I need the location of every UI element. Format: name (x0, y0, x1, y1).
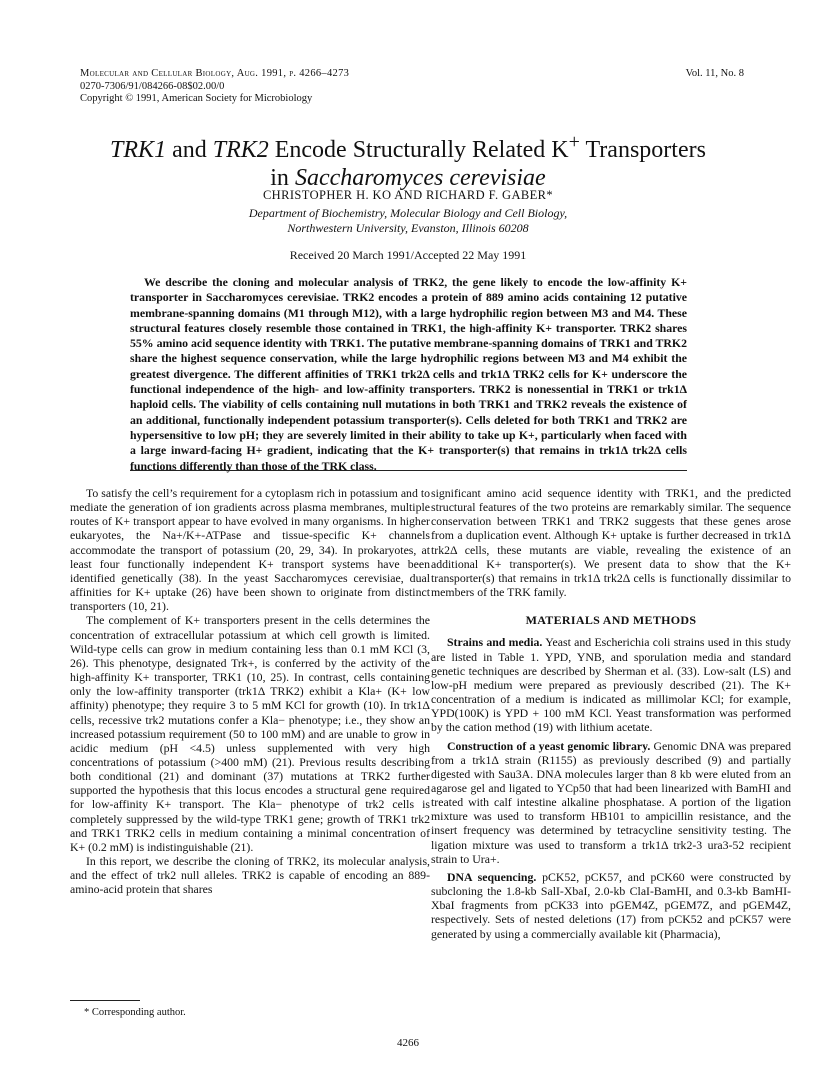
methods-sequencing-paragraph (431, 870, 791, 941)
library-heading: Construction of a yeast genomic library. (447, 738, 651, 753)
abstract-divider (130, 470, 687, 471)
methods-strains-paragraph (431, 635, 791, 734)
title-text-2: Transporters (579, 137, 706, 163)
author-list: CHRISTOPHER H. KO AND RICHARD F. GABER* (262, 188, 554, 202)
strains-text: Yeast and Escherichia coli strains used in this study are listed in Table 1. YPD, YNB, and sporulation media and standard genetic techniques are described by Sherman et al. (33). Low-salt (LS) and low-pH medium were prepared as previously described (21). The K+ concentration of a medium is indicated as millimolar KCl; for example, YPD(100K) is YPD + 100 mM KCl. Yeast transformation was performed by the cation method (19) with lithium acetate. (431, 635, 791, 735)
methods-library-paragraph (431, 739, 791, 866)
title-gene-trk2: TRK2 (212, 137, 269, 163)
library-text: Genomic DNA was prepared from a trk1Δ strain (R1155) as previously described (9) and partially digested with Sau3A. DNA molecules larger than 8 kb were eluted from an agarose gel and ligated to YCp50 that had been linearized with BamHI and treated with calf intestine alkaline phosphatase. A portion of the ligation mixture was used to transform HB101 to ampicillin resistance, and the insert frequency was determined by tetracycline sensitivity testing. The ligation mixture was used to transform a trk1Δ trk2-3 ura3-52 recipient strain to Ura+. (431, 738, 791, 866)
journal-citation: Molecular and Cellular Biology, Aug. 1991, p. 4266–4273 (80, 68, 350, 79)
copyright-line: Copyright © 1991, American Society for Microbiology (80, 93, 313, 104)
affiliation-line-1: Department of Biochemistry, Molecular Biology and Cell Biology, (248, 206, 568, 220)
affiliation (70, 206, 746, 236)
footnote-divider (70, 1000, 140, 1001)
section-heading-methods: MATERIALS AND METHODS (525, 613, 697, 628)
corresponding-author-footnote: * Corresponding author. (84, 1007, 186, 1018)
journal-header (80, 68, 744, 106)
title-text: Encode Structurally Related K (268, 137, 569, 163)
sequencing-text: pCK52, pCK57, and pCK60 were constructed by subcloning the 1.8-kb SalI-XbaI, 2.0-kb ClaI-BamHI, and 0.3-kb BamHI-XbaI fragments from pCK33 into pGEM4Z, pGEM7Z, and pGEM4Z, respectively. Sets of nested deletions (17) from pCK52 and pCK57 were generated by using a commercially available kit (Pharmacia), (431, 869, 791, 941)
issn-line: 0270-7306/91/084266-08$02.00/0 (80, 80, 225, 92)
intro-paragraph-continued: significant amino acid sequence identity with TRK1, and the predicted structural features of the two proteins are remarkably similar. The sequence conservation between TRK1 and TRK2 suggests that these genes arose from a duplication event. Although K+ uptake is further decreased in trk1Δ trk2Δ cells, these mutants are viable, revealing the existence of an additional K+ transporter(s). We present data to show that the K+ transporter(s) that remains in trk1Δ trk2Δ cells is functionally dissimilar to members of the TRK family. (431, 486, 791, 600)
strains-heading: Strains and media. (447, 635, 543, 650)
sequencing-heading: DNA sequencing. (447, 869, 537, 884)
title-and: and (166, 137, 213, 163)
title-gene-trk1: TRK1 (110, 137, 167, 163)
affiliation-line-2: Northwestern University, Evanston, Illinois 60208 (287, 221, 529, 235)
intro-paragraph-2: The complement of K+ transporters present in the cells determines the concentration of extracellular potassium at which cell growth is limited. Wild-type cells can grow in medium containing less than 0.1 mM KCl (3, 26). This phenotype, designated Trk+, is conferred by the activity of the high-affinity K+ transporter, TRK1 (10, 25). In contrast, cells containing only the low-affinity transporter (trk1Δ TRK2) exhibit a Kla+ (K+ low affinity) phenotype; they require 3 to 5 mM KCl for growth (10). In trk1Δ cells, recessive trk2 mutations confer a Kla− phenotype; i.e., they show an increased potassium requirement (50 to 100 mM) and are unable to grow in acidic medium (pH <4.5) unless supplemented with very high concentrations of potassium (>400 mM) (21). Previous results describing both conditional (21) and dominant (37) mutations at TRK2 further supported the hypothesis that this locus encodes a structural gene required for low-affinity K+ transport. The Kla− phenotype of trk2 cells is completely suppressed by the wild-type TRK1 gene; growth of TRK1 trk2 and TRK1 TRK2 cells in medium containing a minimal concentration of K+ (0.2 mM) is indistinguishable (21). (70, 613, 430, 854)
title-in: in (270, 165, 295, 191)
left-column (70, 486, 430, 897)
abstract: We describe the cloning and molecular analysis of TRK2, the gene likely to encode the low-affinity K+ transporter in Saccharomyces cerevisiae. TRK2 encodes a protein of 889 amino acids containing 12 putative membrane-spanning domains (M1 through M12), with a large hydrophilic region between M3 and M4. These structural features closely resemble those contained in TRK1, the high-affinity K+ transporter. TRK2 shares 55% amino acid sequence identity with TRK1. The putative membrane-spanning domains of TRK1 and TRK2 share the highest sequence conservation, while the large hydrophilic regions between M3 and M4 exhibit the greatest divergence. The different affinities of TRK1 trk2Δ cells and trk1Δ TRK2 cells for K+ underscore the functional independence of the high- and low-affinity transporters. TRK2 is nonessential in TRK1 or trk1Δ haploid cells. The viability of cells containing null mutations in both TRK1 and TRK2 reveals the existence of an additional, functionally independent potassium transporter(s). Cells deleted for both TRK1 and TRK2 are hypersensitive to low pH; they are severely limited in their ability to take up K+, particularly when faced with a large inward-facing H+ gradient, indicating that the K+ transporter(s) that remains in trk1Δ trk2Δ cells functions differently than those of the TRK class. (130, 275, 687, 473)
volume-issue: Vol. 11, No. 8 (685, 68, 744, 79)
title-superscript: + (568, 131, 580, 153)
page-number: 4266 (397, 1037, 419, 1049)
article-title (70, 128, 746, 192)
title-species: Saccharomyces cerevisiae (294, 165, 546, 191)
received-dates: Received 20 March 1991/Accepted 22 May 1991 (289, 248, 527, 262)
intro-paragraph-3: In this report, we describe the cloning of TRK2, its molecular analysis, and the effect of trk2 null alleles. TRK2 is capable of encoding an 889-amino-acid protein that shares (70, 854, 430, 897)
right-column (431, 486, 791, 941)
intro-paragraph-1: To satisfy the cell’s requirement for a cytoplasm rich in potassium and to mediate the generation of ion gradients across plasma membranes, multiple routes of K+ transport appear to have evolved in many organisms. In higher eukaryotes, the Na+/K+-ATPase and tissue-specific K+ channels accommodate the transport of potassium (20, 29, 34). In prokaryotes, at least four functionally independent K+ transport systems have been identified genetically (38). In the yeast Saccharomyces cerevisiae, dual affinities for K+ uptake (26) have been shown to originate from distinct transporters (10, 21). (70, 486, 430, 614)
